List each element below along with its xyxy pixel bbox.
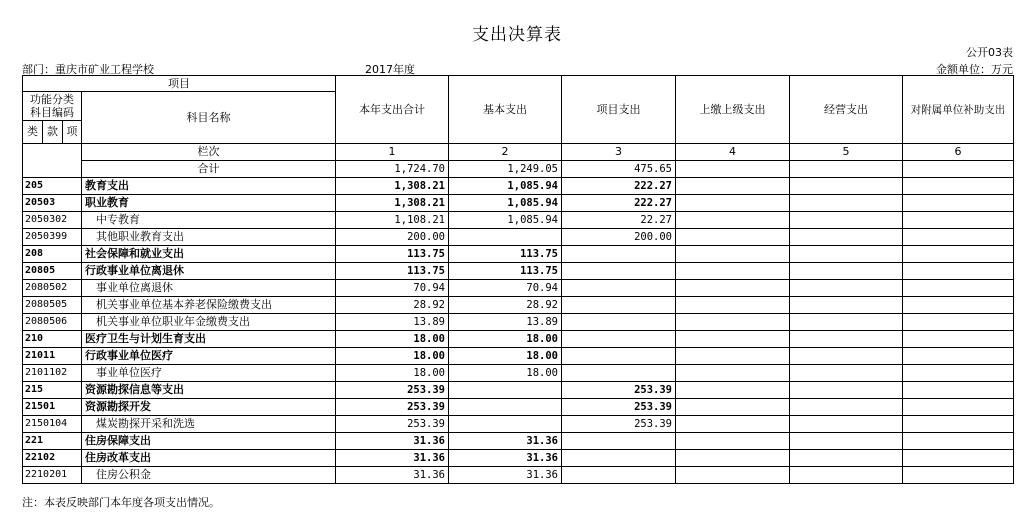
row-value-6 <box>903 314 1014 331</box>
row-value-1: 1,308.21 <box>336 178 449 195</box>
table-row <box>23 178 1014 195</box>
row-value-5 <box>790 416 903 433</box>
row-value-5 <box>790 314 903 331</box>
row-value-2 <box>449 229 562 246</box>
row-value-1: 253.39 <box>336 416 449 433</box>
item-header: 项目 <box>23 76 336 92</box>
row-value-5 <box>790 467 903 484</box>
row-value-6 <box>903 195 1014 212</box>
row-value-3 <box>562 331 676 348</box>
total-value-3: 475.65 <box>562 161 676 178</box>
row-value-2: 113.75 <box>449 263 562 280</box>
col-header-3: 项目支出 <box>562 76 676 144</box>
row-value-1: 18.00 <box>336 331 449 348</box>
row-value-4 <box>676 399 790 416</box>
row-value-4 <box>676 195 790 212</box>
total-value-6 <box>903 161 1014 178</box>
row-value-6 <box>903 246 1014 263</box>
row-value-1: 1,308.21 <box>336 195 449 212</box>
row-value-6 <box>903 433 1014 450</box>
row-name: 住房改革支出 <box>82 450 336 467</box>
row-value-5 <box>790 195 903 212</box>
row-value-4 <box>676 246 790 263</box>
row-value-3 <box>562 433 676 450</box>
row-name: 中专教育 <box>82 212 336 229</box>
table-row <box>23 212 1014 229</box>
row-value-6 <box>903 178 1014 195</box>
row-value-3: 222.27 <box>562 178 676 195</box>
row-value-2: 1,085.94 <box>449 195 562 212</box>
row-code: 2080502 <box>23 280 82 297</box>
col-header-6: 对附属单位补助支出 <box>903 76 1014 144</box>
row-value-4 <box>676 178 790 195</box>
kuan-header: 款 <box>43 121 63 144</box>
row-value-3 <box>562 467 676 484</box>
row-value-3 <box>562 314 676 331</box>
page-title: 支出决算表 <box>472 25 562 45</box>
row-value-1: 18.00 <box>336 365 449 382</box>
table-row <box>23 399 1014 416</box>
table-row <box>23 246 1014 263</box>
row-value-3: 253.39 <box>562 416 676 433</box>
row-value-3 <box>562 365 676 382</box>
row-code: 22102 <box>23 450 82 467</box>
row-value-3: 253.39 <box>562 399 676 416</box>
row-value-6 <box>903 331 1014 348</box>
row-code: 2210201 <box>23 467 82 484</box>
row-code: 20503 <box>23 195 82 212</box>
table-row <box>23 450 1014 467</box>
row-value-6 <box>903 212 1014 229</box>
row-value-2: 28.92 <box>449 297 562 314</box>
row-value-6 <box>903 450 1014 467</box>
year-label: 2017年度 <box>365 63 415 76</box>
row-value-5 <box>790 178 903 195</box>
row-value-5 <box>790 399 903 416</box>
row-code: 21011 <box>23 348 82 365</box>
unit-label: 金额单位：万元 <box>936 63 1013 76</box>
row-value-5 <box>790 246 903 263</box>
row-name: 社会保障和就业支出 <box>82 246 336 263</box>
xiang-header: 项 <box>63 121 82 144</box>
row-value-3 <box>562 280 676 297</box>
row-value-6 <box>903 229 1014 246</box>
total-value-5 <box>790 161 903 178</box>
row-value-5 <box>790 365 903 382</box>
col-num-3: 3 <box>562 144 676 161</box>
row-value-5 <box>790 263 903 280</box>
row-value-6 <box>903 263 1014 280</box>
row-code: 2050399 <box>23 229 82 246</box>
row-value-5 <box>790 280 903 297</box>
row-value-5 <box>790 433 903 450</box>
table-row <box>23 348 1014 365</box>
row-value-2: 31.36 <box>449 433 562 450</box>
col-num-4: 4 <box>676 144 790 161</box>
row-value-1: 13.89 <box>336 314 449 331</box>
row-value-5 <box>790 229 903 246</box>
table-row <box>23 229 1014 246</box>
lei-header: 类 <box>23 121 43 144</box>
table-row <box>23 297 1014 314</box>
func-code-header: 功能分类 科目编码 <box>23 92 82 121</box>
row-name: 其他职业教育支出 <box>82 229 336 246</box>
row-value-4 <box>676 382 790 399</box>
row-value-1: 28.92 <box>336 297 449 314</box>
row-value-1: 253.39 <box>336 382 449 399</box>
row-code: 2080506 <box>23 314 82 331</box>
row-code: 215 <box>23 382 82 399</box>
table-row <box>23 314 1014 331</box>
row-value-2: 1,085.94 <box>449 178 562 195</box>
row-value-1: 253.39 <box>336 399 449 416</box>
row-value-6 <box>903 365 1014 382</box>
row-name: 机关事业单位职业年金缴费支出 <box>82 314 336 331</box>
row-name: 行政事业单位医疗 <box>82 348 336 365</box>
row-code: 2101102 <box>23 365 82 382</box>
row-name: 行政事业单位离退休 <box>82 263 336 280</box>
row-value-4 <box>676 348 790 365</box>
row-value-4 <box>676 467 790 484</box>
row-value-1: 18.00 <box>336 348 449 365</box>
name-header: 科目名称 <box>82 92 336 144</box>
col-num-2: 2 <box>449 144 562 161</box>
row-value-2: 13.89 <box>449 314 562 331</box>
row-name: 住房公积金 <box>82 467 336 484</box>
row-value-2: 31.36 <box>449 450 562 467</box>
row-value-2: 18.00 <box>449 331 562 348</box>
row-value-4 <box>676 416 790 433</box>
row-name: 事业单位医疗 <box>82 365 336 382</box>
row-name: 煤炭勘探开采和洗选 <box>82 416 336 433</box>
row-value-4 <box>676 263 790 280</box>
row-value-3 <box>562 348 676 365</box>
row-value-6 <box>903 297 1014 314</box>
row-value-5 <box>790 331 903 348</box>
row-code: 208 <box>23 246 82 263</box>
table-row <box>23 263 1014 280</box>
row-value-3: 22.27 <box>562 212 676 229</box>
col-num-1: 1 <box>336 144 449 161</box>
row-code: 2150104 <box>23 416 82 433</box>
total-value-1: 1,724.70 <box>336 161 449 178</box>
row-code: 205 <box>23 178 82 195</box>
row-name: 事业单位离退休 <box>82 280 336 297</box>
col-header-2: 基本支出 <box>449 76 562 144</box>
total-row <box>23 161 1014 178</box>
row-value-6 <box>903 467 1014 484</box>
row-code: 210 <box>23 331 82 348</box>
column-number-row <box>23 144 1014 161</box>
row-value-4 <box>676 314 790 331</box>
row-name: 资源勘探信息等支出 <box>82 382 336 399</box>
expenditure-table <box>22 75 1014 484</box>
table-row <box>23 382 1014 399</box>
table-row <box>23 433 1014 450</box>
row-value-6 <box>903 416 1014 433</box>
row-name: 医疗卫生与计划生育支出 <box>82 331 336 348</box>
total-value-4 <box>676 161 790 178</box>
row-value-1: 113.75 <box>336 246 449 263</box>
row-value-4 <box>676 297 790 314</box>
col-num-5: 5 <box>790 144 903 161</box>
row-name: 住房保障支出 <box>82 433 336 450</box>
table-row <box>23 331 1014 348</box>
row-value-3 <box>562 297 676 314</box>
col-header-5: 经营支出 <box>790 76 903 144</box>
row-code: 221 <box>23 433 82 450</box>
total-label: 合计 <box>82 161 336 178</box>
row-value-1: 200.00 <box>336 229 449 246</box>
department-label: 部门：重庆市矿业工程学校 <box>22 63 154 76</box>
row-value-5 <box>790 450 903 467</box>
row-value-6 <box>903 382 1014 399</box>
row-value-6 <box>903 399 1014 416</box>
row-value-4 <box>676 212 790 229</box>
col-header-4: 上缴上级支出 <box>676 76 790 144</box>
row-value-5 <box>790 297 903 314</box>
row-value-3 <box>562 263 676 280</box>
row-value-5 <box>790 212 903 229</box>
table-row <box>23 195 1014 212</box>
row-value-3: 222.27 <box>562 195 676 212</box>
row-name: 职业教育 <box>82 195 336 212</box>
row-value-4 <box>676 331 790 348</box>
row-value-6 <box>903 348 1014 365</box>
row-value-3 <box>562 246 676 263</box>
row-value-2: 1,085.94 <box>449 212 562 229</box>
row-value-1: 70.94 <box>336 280 449 297</box>
row-code: 20805 <box>23 263 82 280</box>
row-value-6 <box>903 280 1014 297</box>
row-value-2: 70.94 <box>449 280 562 297</box>
row-value-5 <box>790 348 903 365</box>
row-value-2 <box>449 399 562 416</box>
row-value-2 <box>449 382 562 399</box>
row-name: 机关事业单位基本养老保险缴费支出 <box>82 297 336 314</box>
row-value-1: 31.36 <box>336 433 449 450</box>
row-value-2: 18.00 <box>449 365 562 382</box>
row-code: 2050302 <box>23 212 82 229</box>
row-value-4 <box>676 229 790 246</box>
table-row <box>23 365 1014 382</box>
footnote: 注：本表反映部门本年度各项支出情况。 <box>22 496 220 509</box>
row-value-1: 1,108.21 <box>336 212 449 229</box>
row-value-2: 18.00 <box>449 348 562 365</box>
row-value-1: 31.36 <box>336 467 449 484</box>
table-row <box>23 280 1014 297</box>
col-header-1: 本年支出合计 <box>336 76 449 144</box>
row-value-3: 253.39 <box>562 382 676 399</box>
row-value-1: 113.75 <box>336 263 449 280</box>
row-name: 教育支出 <box>82 178 336 195</box>
row-value-4 <box>676 433 790 450</box>
row-value-3: 200.00 <box>562 229 676 246</box>
row-value-2 <box>449 416 562 433</box>
row-value-4 <box>676 450 790 467</box>
row-value-3 <box>562 450 676 467</box>
row-value-4 <box>676 365 790 382</box>
lanci-label: 栏次 <box>82 144 336 161</box>
table-row <box>23 467 1014 484</box>
doc-number: 公开03表 <box>966 46 1013 59</box>
row-value-5 <box>790 382 903 399</box>
row-name: 资源勘探开发 <box>82 399 336 416</box>
col-num-6: 6 <box>903 144 1014 161</box>
row-value-2: 31.36 <box>449 467 562 484</box>
row-value-2: 113.75 <box>449 246 562 263</box>
row-value-4 <box>676 280 790 297</box>
row-code: 2080505 <box>23 297 82 314</box>
row-code: 21501 <box>23 399 82 416</box>
table-row <box>23 416 1014 433</box>
total-value-2: 1,249.05 <box>449 161 562 178</box>
row-value-1: 31.36 <box>336 450 449 467</box>
